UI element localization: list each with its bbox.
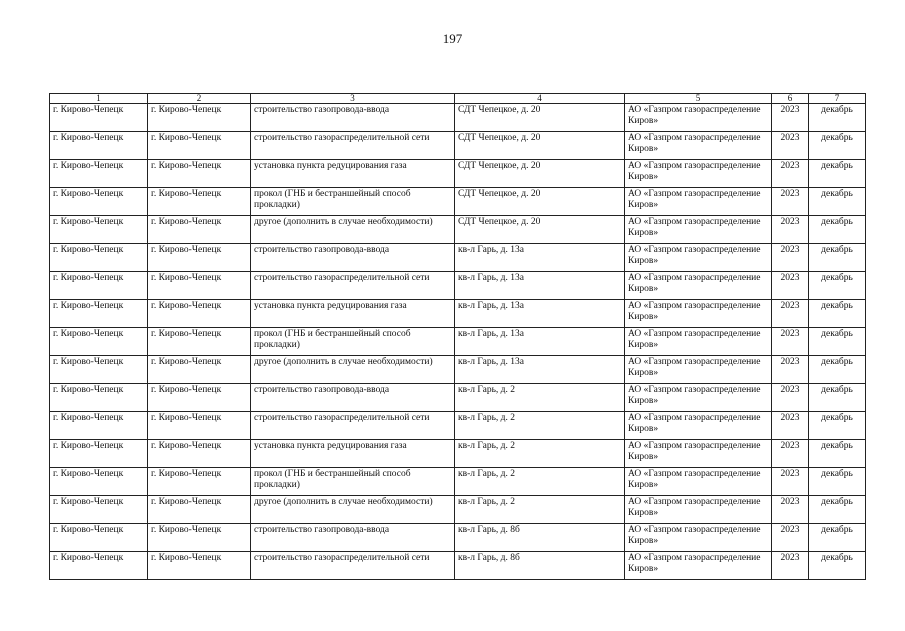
year-cell: 2023 [772,216,809,244]
month-cell: декабрь [809,132,866,160]
locality-cell: г. Кирово-Чепецк [148,328,251,356]
city-cell: г. Кирово-Чепецк [50,384,148,412]
column-header: 2 [148,94,251,104]
column-header: 4 [455,94,625,104]
column-header: 3 [251,94,455,104]
column-header: 5 [625,94,772,104]
year-cell: 2023 [772,188,809,216]
city-cell: г. Кирово-Чепецк [50,412,148,440]
locality-cell: г. Кирово-Чепецк [148,300,251,328]
contractor-cell: АО «Газпром газораспределение Киров» [625,272,772,300]
table-row [50,412,866,440]
work-type-cell: строительство газопровода-ввода [251,524,455,552]
year-cell: 2023 [772,272,809,300]
address-cell: кв-л Гарь, д. 2 [455,384,625,412]
contractor-cell: АО «Газпром газораспределение Киров» [625,440,772,468]
work-type-cell: установка пункта редуцирования газа [251,440,455,468]
table-header [50,94,866,104]
city-cell: г. Кирово-Чепецк [50,188,148,216]
table-row [50,468,866,496]
contractor-cell: АО «Газпром газораспределение Киров» [625,104,772,132]
contractor-cell: АО «Газпром газораспределение Киров» [625,244,772,272]
year-cell: 2023 [772,496,809,524]
address-cell: кв-л Гарь, д. 8б [455,552,625,580]
month-cell: декабрь [809,384,866,412]
city-cell: г. Кирово-Чепецк [50,552,148,580]
table-row [50,160,866,188]
work-type-cell: установка пункта редуцирования газа [251,160,455,188]
month-cell: декабрь [809,496,866,524]
address-cell: кв-л Гарь, д. 2 [455,440,625,468]
month-cell: декабрь [809,468,866,496]
table-row [50,216,866,244]
month-cell: декабрь [809,104,866,132]
month-cell: декабрь [809,552,866,580]
work-type-cell: строительство газораспределительной сети [251,132,455,160]
locality-cell: г. Кирово-Чепецк [148,468,251,496]
contractor-cell: АО «Газпром газораспределение Киров» [625,356,772,384]
month-cell: декабрь [809,440,866,468]
year-cell: 2023 [772,132,809,160]
contractor-cell: АО «Газпром газораспределение Киров» [625,552,772,580]
month-cell: декабрь [809,160,866,188]
column-header: 1 [50,94,148,104]
locality-cell: г. Кирово-Чепецк [148,104,251,132]
address-cell: кв-л Гарь, д. 2 [455,412,625,440]
month-cell: декабрь [809,300,866,328]
work-type-cell: установка пункта редуцирования газа [251,300,455,328]
address-cell: кв-л Гарь, д. 8б [455,524,625,552]
month-cell: декабрь [809,188,866,216]
address-cell: СДТ Чепецкое, д. 20 [455,160,625,188]
year-cell: 2023 [772,328,809,356]
table-row [50,524,866,552]
page-number: 197 [442,31,463,46]
locality-cell: г. Кирово-Чепецк [148,356,251,384]
schedule-table [49,93,866,580]
address-cell: кв-л Гарь, д. 2 [455,496,625,524]
month-cell: декабрь [809,244,866,272]
table-row [50,188,866,216]
contractor-cell: АО «Газпром газораспределение Киров» [625,496,772,524]
header-row [50,94,866,104]
locality-cell: г. Кирово-Чепецк [148,384,251,412]
work-type-cell: прокол (ГНБ и бестраншейный способ прокладки) [251,188,455,216]
city-cell: г. Кирово-Чепецк [50,216,148,244]
city-cell: г. Кирово-Чепецк [50,496,148,524]
locality-cell: г. Кирово-Чепецк [148,496,251,524]
contractor-cell: АО «Газпром газораспределение Киров» [625,300,772,328]
table-row [50,300,866,328]
locality-cell: г. Кирово-Чепецк [148,132,251,160]
contractor-cell: АО «Газпром газораспределение Киров» [625,524,772,552]
address-cell: кв-л Гарь, д. 13а [455,356,625,384]
column-header: 7 [809,94,866,104]
address-cell: кв-л Гарь, д. 13а [455,328,625,356]
work-type-cell: другое (дополнить в случае необходимости) [251,496,455,524]
work-type-cell: строительство газораспределительной сети [251,412,455,440]
locality-cell: г. Кирово-Чепецк [148,272,251,300]
address-cell: кв-л Гарь, д. 2 [455,468,625,496]
work-type-cell: строительство газопровода-ввода [251,244,455,272]
locality-cell: г. Кирово-Чепецк [148,188,251,216]
month-cell: декабрь [809,356,866,384]
city-cell: г. Кирово-Чепецк [50,132,148,160]
city-cell: г. Кирово-Чепецк [50,244,148,272]
year-cell: 2023 [772,468,809,496]
year-cell: 2023 [772,300,809,328]
locality-cell: г. Кирово-Чепецк [148,244,251,272]
work-type-cell: строительство газопровода-ввода [251,384,455,412]
locality-cell: г. Кирово-Чепецк [148,160,251,188]
locality-cell: г. Кирово-Чепецк [148,440,251,468]
work-type-cell: другое (дополнить в случае необходимости) [251,356,455,384]
locality-cell: г. Кирово-Чепецк [148,216,251,244]
city-cell: г. Кирово-Чепецк [50,300,148,328]
contractor-cell: АО «Газпром газораспределение Киров» [625,132,772,160]
column-header: 6 [772,94,809,104]
contractor-cell: АО «Газпром газораспределение Киров» [625,468,772,496]
year-cell: 2023 [772,524,809,552]
work-type-cell: другое (дополнить в случае необходимости) [251,216,455,244]
table-row [50,384,866,412]
table-row [50,496,866,524]
locality-cell: г. Кирово-Чепецк [148,524,251,552]
table-row [50,132,866,160]
address-cell: СДТ Чепецкое, д. 20 [455,188,625,216]
year-cell: 2023 [772,104,809,132]
city-cell: г. Кирово-Чепецк [50,356,148,384]
address-cell: кв-л Гарь, д. 13а [455,272,625,300]
month-cell: декабрь [809,216,866,244]
address-cell: СДТ Чепецкое, д. 20 [455,132,625,160]
locality-cell: г. Кирово-Чепецк [148,552,251,580]
city-cell: г. Кирово-Чепецк [50,524,148,552]
work-type-cell: прокол (ГНБ и бестраншейный способ прокладки) [251,468,455,496]
month-cell: декабрь [809,272,866,300]
contractor-cell: АО «Газпром газораспределение Киров» [625,216,772,244]
city-cell: г. Кирово-Чепецк [50,160,148,188]
table-row [50,552,866,580]
city-cell: г. Кирово-Чепецк [50,440,148,468]
address-cell: кв-л Гарь, д. 13а [455,300,625,328]
year-cell: 2023 [772,160,809,188]
city-cell: г. Кирово-Чепецк [50,468,148,496]
table-row [50,356,866,384]
address-cell: кв-л Гарь, д. 13а [455,244,625,272]
table-row [50,244,866,272]
year-cell: 2023 [772,244,809,272]
work-type-cell: прокол (ГНБ и бестраншейный способ прокладки) [251,328,455,356]
contractor-cell: АО «Газпром газораспределение Киров» [625,328,772,356]
work-type-cell: строительство газораспределительной сети [251,272,455,300]
month-cell: декабрь [809,328,866,356]
city-cell: г. Кирово-Чепецк [50,104,148,132]
contractor-cell: АО «Газпром газораспределение Киров» [625,160,772,188]
contractor-cell: АО «Газпром газораспределение Киров» [625,188,772,216]
city-cell: г. Кирово-Чепецк [50,328,148,356]
address-cell: СДТ Чепецкое, д. 20 [455,104,625,132]
table-row [50,328,866,356]
work-type-cell: строительство газораспределительной сети [251,552,455,580]
year-cell: 2023 [772,552,809,580]
table-body [50,104,866,580]
contractor-cell: АО «Газпром газораспределение Киров» [625,384,772,412]
year-cell: 2023 [772,356,809,384]
table-row [50,272,866,300]
year-cell: 2023 [772,440,809,468]
address-cell: СДТ Чепецкое, д. 20 [455,216,625,244]
table-row [50,440,866,468]
city-cell: г. Кирово-Чепецк [50,272,148,300]
locality-cell: г. Кирово-Чепецк [148,412,251,440]
work-type-cell: строительство газопровода-ввода [251,104,455,132]
year-cell: 2023 [772,384,809,412]
month-cell: декабрь [809,524,866,552]
month-cell: декабрь [809,412,866,440]
contractor-cell: АО «Газпром газораспределение Киров» [625,412,772,440]
year-cell: 2023 [772,412,809,440]
table-row [50,104,866,132]
